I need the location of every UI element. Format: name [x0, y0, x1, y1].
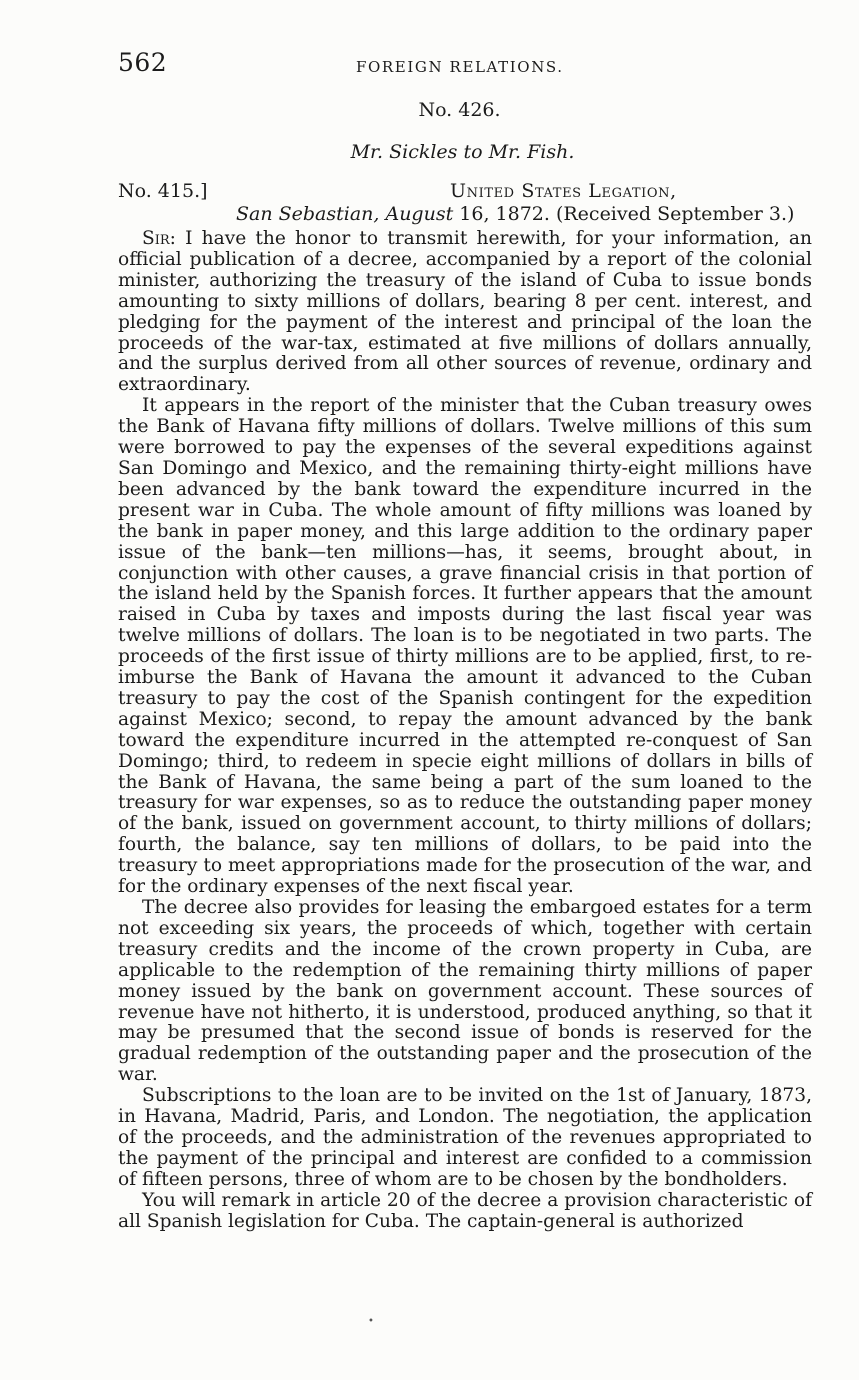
paragraph: It appears in the report of the minister that the Cuban treasury owes the Bank of Havana fifty millions of dollars. Twelve millions of this sum were borrowed to pay the expenses of the several expeditions against San Domingo and Mexico, and the remaining thirty-eight millions have been advanced by the bank toward the expenditure incurred in the present war in Cuba. The whole amount of fifty millions was loaned by the bank in paper money, and this large addition to the ordinary paper issue of the bank—ten millions—has, it seems, brought about, in conjunction with other causes, a grave financial crisis in that portion of the island held by the Spanish forces. It further appears that the amount raised in Cuba by taxes and imposts during the last fiscal year was twelve millions of dollars. The loan is to be negotiated in two parts. The proceeds of the first issue of thirty millions are to be applied, first, to re-imburse the Bank of Havana the amount it advanced to the Cuban treasury to pay the cost of the Spanish contingent for the expedition against Mexico; second, to repay the amount advanced by the bank toward the expenditure incurred in the attempted re-conquest of San Domingo; third, to redeem in specie eight millions of dollars in bills of the Bank of Havana, the same being a part of the sum loaned to the treasury for war expenses, so as to reduce the outstanding paper money of the bank, issued on government account, to thirty millions of dollars; fourth, the balance, say ten millions of dollars, to be paid into the treasury to meet appropriations made for the prosecution of the war, and for the ordinary expenses of the next fiscal year.	[118, 395, 812, 898]
paragraph: The decree also provides for leasing the embargoed estates for a term not exceeding six years, the proceeds of which, together with certain treasury credits and the income of the crown property in Cuba, are applicable to the redemption of the remaining thirty millions of paper money issued by the bank on government account. These sources of revenue have not hitherto, it is understood, produced anything, so that it may be presumed that the second issue of bonds is reserved for the gradual redemption of the outstanding paper and the prosecution of the war.	[118, 897, 812, 1086]
bottom-mark: •	[368, 1316, 374, 1327]
document-number: No. 426.	[418, 99, 501, 121]
paragraph-text: : I have the honor to transmit herewith, for your information, an official publication of a decree, accompanied by a report of the colonial minister, authorizing the treasury of the island of Cuba to issue bonds amounting to sixty millions of dollars, bearing 8 per cent. interest, and pledging for the payment of the interest and principal of the loan the proceeds of the war-tax, estimated at five millions of dollars annually, and the surplus derived from all other sources of revenue, ordinary and extraordinary.	[118, 228, 812, 396]
salutation: Sir	[142, 228, 170, 249]
dateline	[236, 203, 794, 225]
section-title: FOREIGN RELATIONS.	[356, 58, 564, 76]
paragraph	[118, 229, 812, 396]
document-heading: Mr. Sickles to Mr. Fish.	[350, 141, 575, 163]
running-head	[118, 48, 818, 82]
letter-body	[118, 229, 812, 1233]
dateline-date: 16, 1872. (Received September 3.)	[453, 203, 795, 225]
page-number: 562	[118, 48, 168, 77]
legation-name: United States Legation,	[450, 180, 677, 202]
paragraph: You will remark in article 20 of the decree a provision characteristic of all Spanish legislation for Cuba. The captain-general is authorized	[118, 1189, 812, 1232]
paragraph: Subscriptions to the loan are to be invited on the 1st of January, 1873, in Havana, Madrid, Paris, and London. The negotiation, the application of the proceeds, and the administration of the revenues appropriated to the payment of the principal and interest are confided to a commission of fifteen persons, three of whom are to be chosen by the bondholders.	[118, 1085, 812, 1190]
dispatch-number: No. 415.]	[118, 180, 208, 202]
dateline-place: San Sebastian, August	[236, 203, 454, 225]
